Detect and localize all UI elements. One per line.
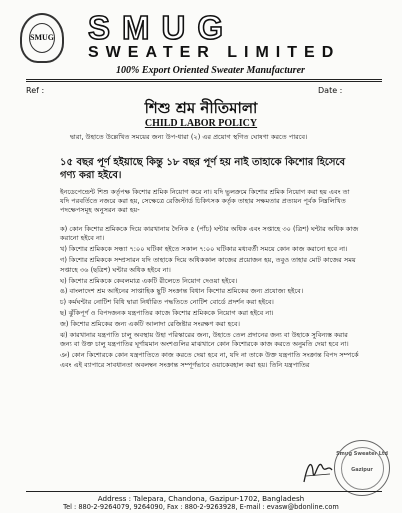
stamp-top-text: Smug Sweater Ltd — [336, 451, 388, 457]
footer-contact: Tel : 880-2-9264079, 9264090, Fax : 880-2-9263928, E-mail : evasw@bdonline.com — [63, 503, 339, 511]
ref-label: Ref : — [26, 86, 45, 95]
document-title: শিশু শ্রম নীতিমালা — [144, 99, 258, 117]
company-stamp — [334, 440, 390, 496]
list-item: ঝ) কারখানার যন্ত্রপাতি চালু অবস্থায় উহা পরিস্কারের জন্য, উহাতে তেল প্রদানের জন্য বা উহাকে সুবিন্যস্ত করার জন্য বা উক্ত চালু যন্ত্রপাতির ঘূর্ণায়মান অংশগুলির মাঝখানে কোন কিশোরকে কাজ করতে অনুমতি দেয়া হবে না। — [60, 331, 349, 349]
date-label: Date : — [318, 86, 343, 95]
company-tagline: 100% Export Oriented Sweater Manufacturer — [116, 65, 305, 76]
logo-emblem — [29, 23, 55, 53]
document-subtitle: CHILD LABOR POLICY — [144, 118, 258, 129]
header-divider — [26, 79, 382, 80]
policy-paragraph: ইনডেপেন্ডেন্ট শিশু কর্তৃপক্ষ কিশোর শ্রমিক নিয়োগ করে না। যদি ভুলক্রমে কিশোর শ্রমিক নিয়োগ করা হয় এবং তা যদি পরবর্তিতে নজরে করা হয়, সেক্ষেত্রে রেজিস্টার্ড চিকিৎসক কর্তৃক তাহার সক্ষমতার প্রত্যয়ন পূর্বক নিম্নলিখিত পদক্ষেপসমূহ অনুসরন করা হয়- — [60, 188, 350, 214]
list-item: ক) কোন কিশোর শ্রমিককে দিয়ে কারখানায় দৈনিক ৫ (পাঁচ) ঘন্টার অধিক এবং সপ্তাহে ৩০ (ত্রিশ) ঘন্টার অধিক কাজ করানো হইবে না। — [60, 225, 359, 243]
company-name: SWEATER LIMITED — [88, 44, 341, 61]
list-item: চ) কর্মঘন্টার নোটিশ বিধি দ্বারা নির্ধারিত পদ্ধতিতে নোটিশ বোর্ডে প্রদর্শন করা হইবে। — [60, 298, 274, 307]
list-item: ছ) ঝুঁকিপূর্ণ ও বিপদজনক যন্ত্রপাতির কাজে কিশোর শ্রমিককে নিয়োগ করা হইবে না। — [60, 309, 274, 318]
list-item: জ) কিশোর শ্রমিকের জন্য একটি আলাদা রেজিষ্টার সংরক্ষণ করা হবে। — [60, 320, 240, 329]
list-item: গ) কিশোর শ্রমিককে সম্প্রসারন যদি তাহাকে দিয়ে অধিককাল কাজের প্রয়োজন হয়, তবুও তাহার মোট কাজের সময় সপ্তাহে ৩৬ (ছত্রিশ) ঘন্টার অধিক হইবে না। — [60, 256, 356, 274]
footer-divider — [26, 491, 382, 492]
list-item: খ) কিশোর শ্রমিককে সন্ধ্যা ৭:০০ ঘটিকা হইতে সকাল ৭:০০ ঘটিকার মধ্যবর্তী সময়ে কোন কাজ করানো হবে না। — [60, 245, 348, 254]
list-item: ঞ) কোন কিশোরকে কোন যন্ত্রপাতিতে কাজ করতে দেয়া হবে না, যদি না তাকে উক্ত যন্ত্রপাতি সংক্রান্ত বিপদ সম্পর্কে এবং এই ব্যাপারে সাবধানতা অবলম্বন সংক্রান্ত সম্পূর্ণভাবে ওয়াকেবহাল করা হয়। তিনি যন্ত্রপাতির — [60, 351, 359, 369]
footer-address: Address : Talepara, Chandona, Gazipur-1702, Bangladesh — [97, 494, 305, 503]
list-item: ঘ) কিশোর শ্রমিককে কেবলমাত্র একটি রীলেতে নিয়োগ দেওয়া হইবে। — [60, 276, 238, 285]
header-divider-thin — [26, 81, 382, 82]
stamp-bottom-text: Gazipur — [351, 467, 373, 473]
intro-text: দ্বারা, উহাতে উল্লেখিত সময়ের জন্য উপ-ধারা (২) এর প্রয়োগ স্থগিত ঘোষণা করতে পারবে। — [70, 133, 308, 141]
company-logo — [20, 13, 64, 63]
handwritten-signature — [298, 452, 338, 492]
brand-name: SMUG — [88, 9, 235, 46]
logo-text: SMUG — [30, 33, 54, 42]
policy-list — [60, 225, 360, 372]
list-item: ঙ) বাংলাদেশ শ্রম আইনের সাপ্তাহিক ছুটি সংক্রান্ত বিধান কিশোর শ্রমিকের জন্য প্রযোজ্য হইবে। — [60, 287, 304, 296]
section-heading: ১৫ বছর পূর্ণ হইয়াছে কিন্তু ১৮ বছর পূর্ণ হয় নাই তাহাকে কিশোর হিসেবে গণ্য করা হইবে। — [60, 157, 346, 181]
